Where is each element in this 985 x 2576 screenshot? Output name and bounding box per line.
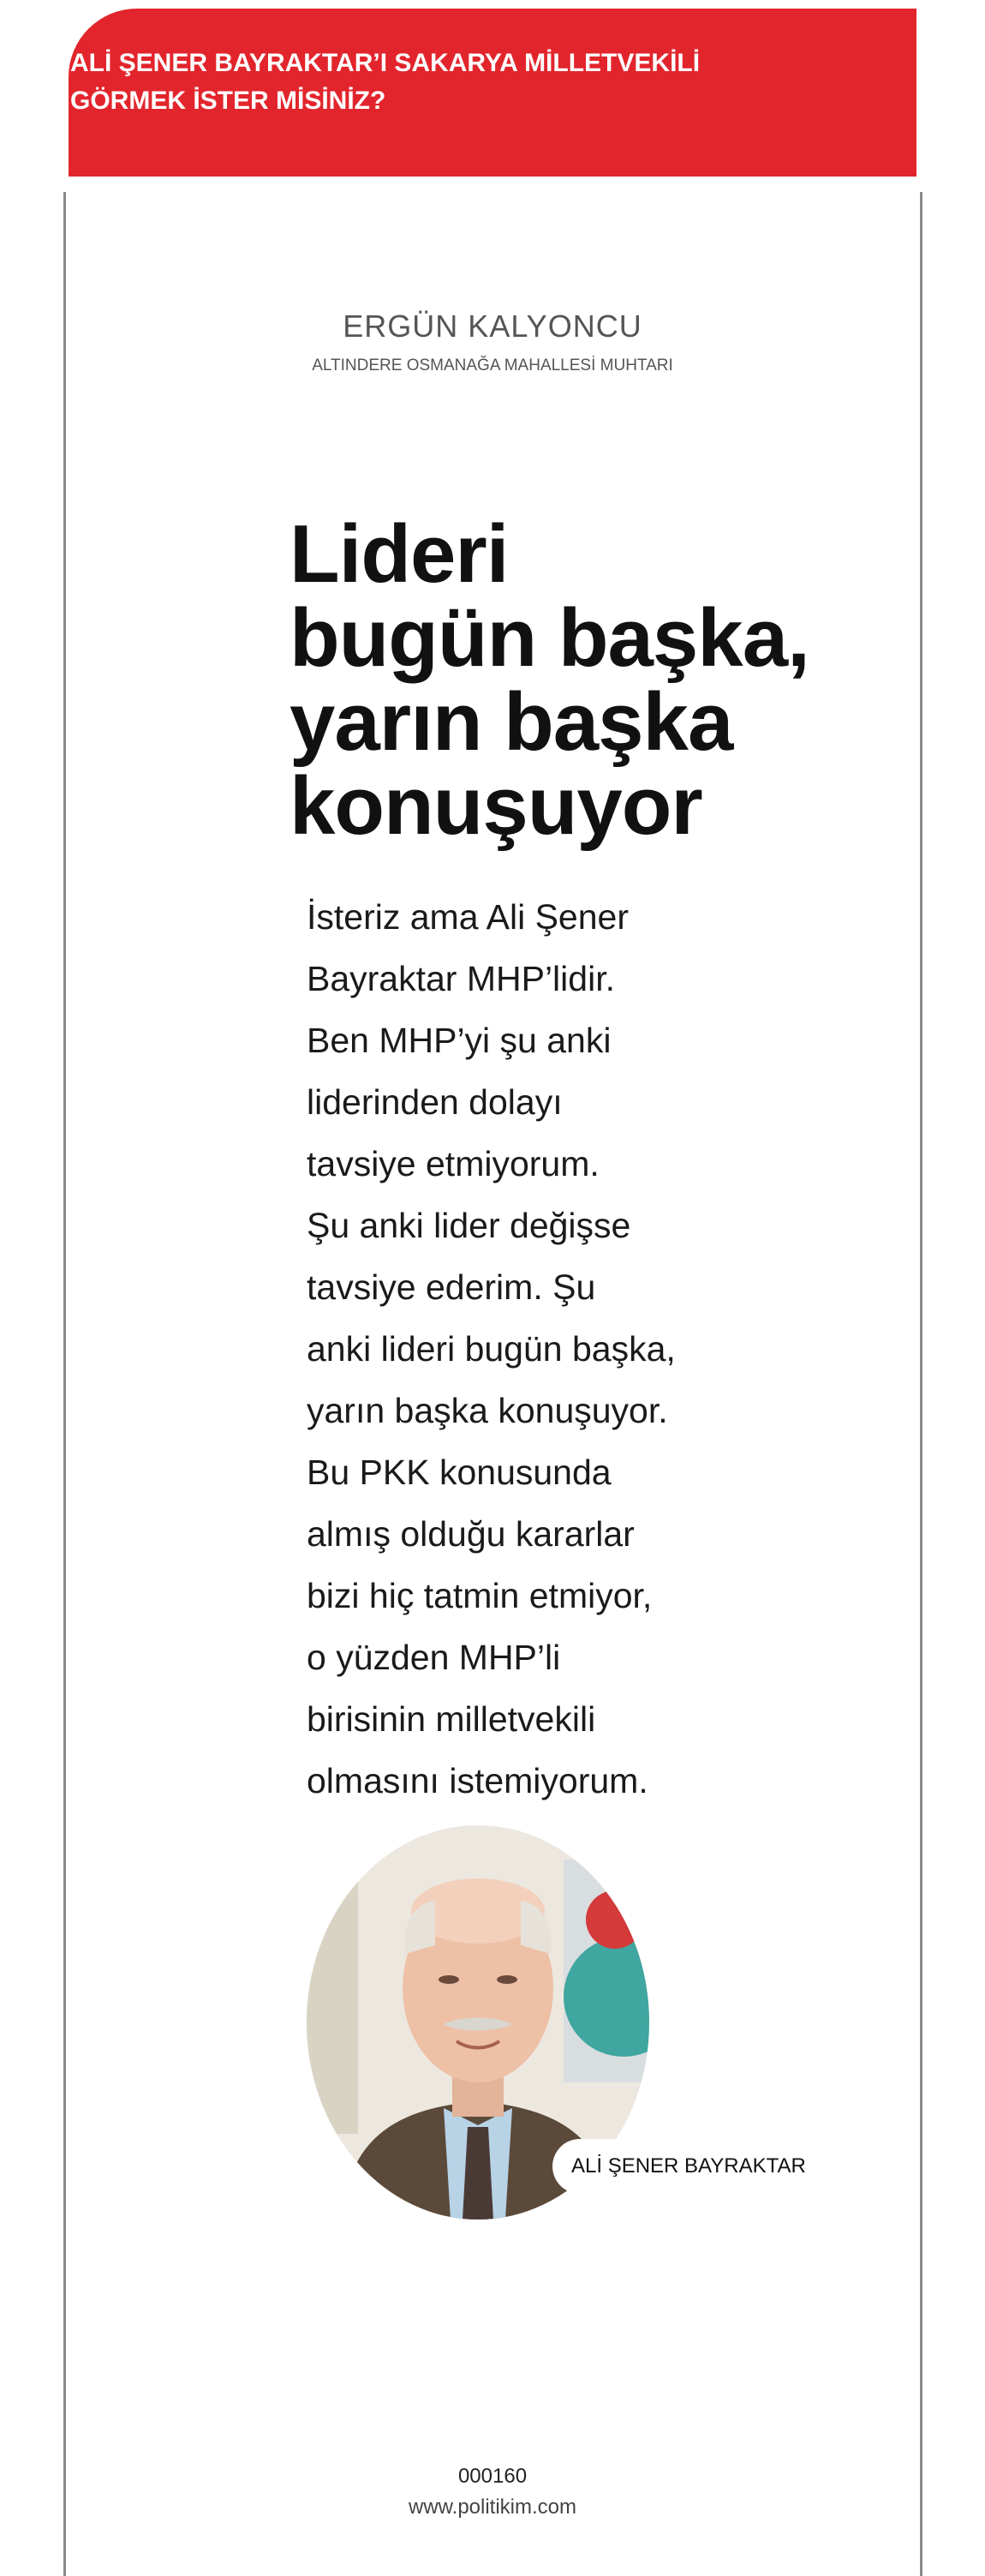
website-link[interactable]: www.politikim.com — [408, 2495, 577, 2519]
left-border-line — [63, 192, 66, 2576]
banner-title — [70, 45, 841, 120]
quote-line: liderinden dolayı — [307, 1082, 563, 1122]
headline-line: yarın başka — [290, 676, 733, 768]
quote-line: yarın başka konuşuyor. — [307, 1391, 668, 1430]
author-role: ALTINDERE OSMANAĞA MAHALLESİ MUHTARI — [312, 356, 673, 374]
quote-line: olmasını istemiyorum. — [307, 1761, 648, 1800]
headline — [290, 508, 889, 852]
author-name: ERGÜN KALYONCU — [343, 309, 642, 344]
quote-line: tavsiye etmiyorum. — [307, 1144, 600, 1183]
issue-number: 000160 — [457, 2465, 528, 2488]
banner-title-line-2: GÖRMEK İSTER MİSİNİZ? — [70, 87, 386, 115]
quote-line: almış olduğu kararlar — [307, 1514, 635, 1554]
quote-line: Şu anki lider değişse — [307, 1206, 631, 1245]
quote-line: bizi hiç tatmin etmiyor, — [307, 1576, 653, 1615]
quote-line: anki lideri bugün başka, — [307, 1329, 676, 1369]
headline-line: konuşuyor — [290, 760, 702, 852]
quote-line: birisinin milletvekili — [307, 1699, 596, 1739]
quote-line: Bu PKK konusunda — [307, 1453, 612, 1492]
quote-line: Bayraktar MHP’lidir. — [307, 959, 615, 998]
banner-title-line-1: ALİ ŞENER BAYRAKTAR’I SAKARYA MİLLETVEKİLİ — [70, 49, 701, 77]
right-border-line — [920, 192, 922, 2576]
photo-caption: ALİ ŞENER BAYRAKTAR — [552, 2139, 809, 2194]
quote-body — [307, 886, 786, 1812]
quote-line: Ben MHP’yi şu anki — [307, 1021, 612, 1060]
quote-line: o yüzden MHP’li — [307, 1638, 561, 1677]
quote-line: İsteriz ama Ali Şener — [307, 897, 629, 937]
headline-line: bugün başka, — [290, 592, 809, 684]
quote-line: tavsiye ederim. Şu — [307, 1267, 596, 1307]
headline-line: Lideri — [290, 508, 509, 600]
